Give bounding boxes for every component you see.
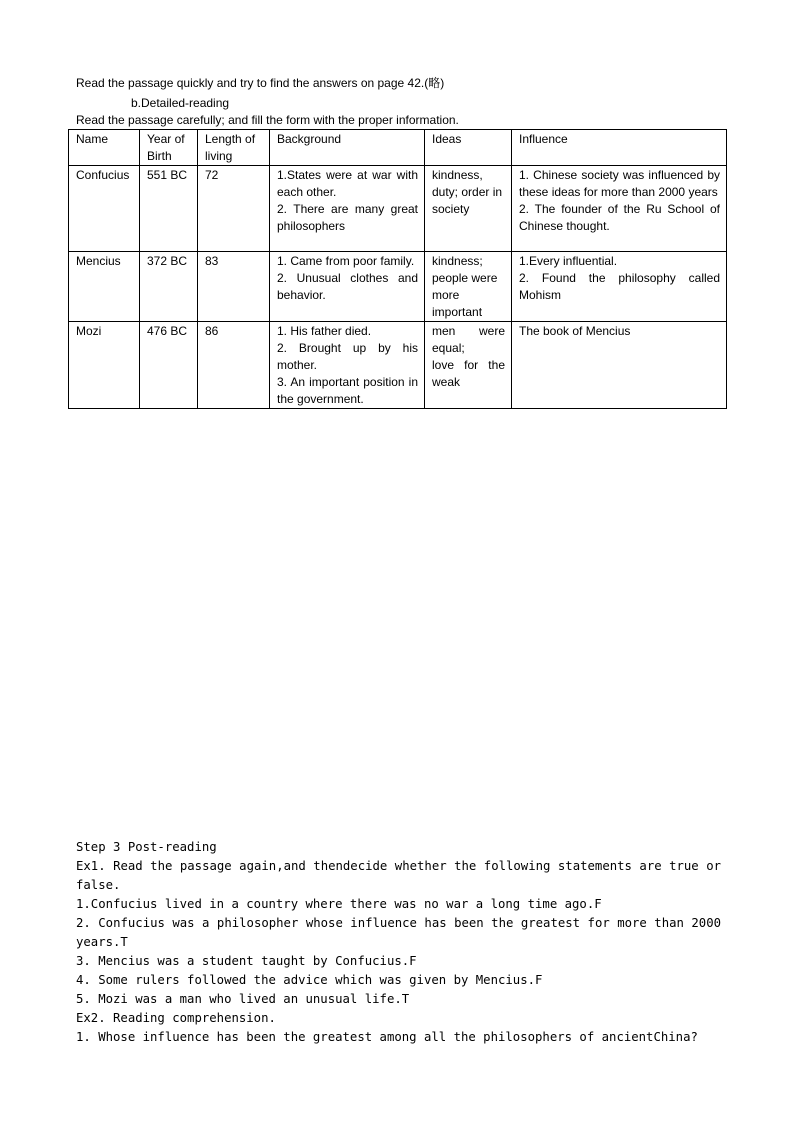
table-header-row: [69, 130, 727, 166]
table-row: [69, 322, 727, 409]
cell-length: 83: [198, 252, 270, 322]
table-row: [69, 166, 727, 252]
cell-influence: [512, 252, 727, 322]
cell-year: 476 BC: [140, 322, 198, 409]
influence-item: 2. Found the philosophy called Mohism: [519, 271, 720, 302]
cell-ideas: [425, 252, 512, 322]
intro-line-2: b.Detailed-reading: [131, 96, 230, 110]
exercise-1-instructions: Ex1. Read the passage again,and thendecide whether the following statements are true or false.: [76, 859, 721, 892]
ideas-item: love for the weak: [432, 358, 505, 389]
exercise-2-heading: Ex2. Reading comprehension.: [76, 1011, 276, 1025]
influence-item: 2. The founder of the Ru School of Chinese thought.: [519, 202, 720, 233]
background-item: 1. Came from poor family.: [277, 254, 415, 268]
cell-ideas: [425, 322, 512, 409]
background-item: 2. There are many great philosophers: [277, 202, 418, 233]
cell-year: 551 BC: [140, 166, 198, 252]
cell-background: [270, 322, 425, 409]
cell-background: [270, 252, 425, 322]
cell-influence: [512, 322, 727, 409]
statement-3: 3. Mencius was a student taught by Confucius.F: [76, 954, 417, 968]
header-length-of-living: Length of living: [198, 130, 270, 166]
step-heading: Step 3 Post-reading: [76, 840, 217, 854]
intro-line-3: Read the passage carefully; and fill the form with the proper information.: [76, 113, 459, 127]
header-year-of-birth: Year of Birth: [140, 130, 198, 166]
influence-item: 1. Chinese society was influenced by these ideas for more than 2000 years: [519, 168, 720, 199]
statement-2: 2. Confucius was a philosopher whose influence has been the greatest for more than 2000 years.T: [76, 916, 721, 949]
background-item: 2. Unusual clothes and behavior.: [277, 271, 418, 302]
ideas-item: men were equal;: [432, 324, 505, 355]
cell-name: Mozi: [69, 322, 140, 409]
background-item: 2. Brought up by his mother.: [277, 341, 418, 372]
cell-length: 86: [198, 322, 270, 409]
cell-influence: [512, 166, 727, 252]
header-background: Background: [270, 130, 425, 166]
background-item: 1. His father died.: [277, 324, 372, 338]
background-item: 1.States were at war with each other.: [277, 168, 418, 199]
cell-name: Mencius: [69, 252, 140, 322]
philosophers-table: [68, 129, 727, 409]
ideas-item: kindness, duty; order in society: [432, 168, 503, 216]
intro-line-1: Read the passage quickly and try to find the answers on page 42.(略): [76, 76, 445, 90]
background-item: 3. An important position in the government.: [277, 375, 418, 406]
cell-background: [270, 166, 425, 252]
cell-length: 72: [198, 166, 270, 252]
header-name: Name: [69, 130, 140, 166]
cell-ideas: [425, 166, 512, 252]
cell-name: Confucius: [69, 166, 140, 252]
question-1: 1. Whose influence has been the greatest among all the philosophers of ancientChina?: [76, 1030, 698, 1044]
ideas-item: kindness; people were more important: [432, 254, 498, 319]
influence-item: 1.Every influential.: [519, 254, 618, 268]
header-ideas: Ideas: [425, 130, 512, 166]
cell-year: 372 BC: [140, 252, 198, 322]
header-influence: Influence: [512, 130, 727, 166]
statement-1: 1.Confucius lived in a country where there was no war a long time ago.F: [76, 897, 602, 911]
table-row: [69, 252, 727, 322]
influence-item: The book of Mencius: [519, 324, 631, 338]
statement-5: 5. Mozi was a man who lived an unusual life.T: [76, 992, 410, 1006]
statement-4: 4. Some rulers followed the advice which was given by Mencius.F: [76, 973, 543, 987]
